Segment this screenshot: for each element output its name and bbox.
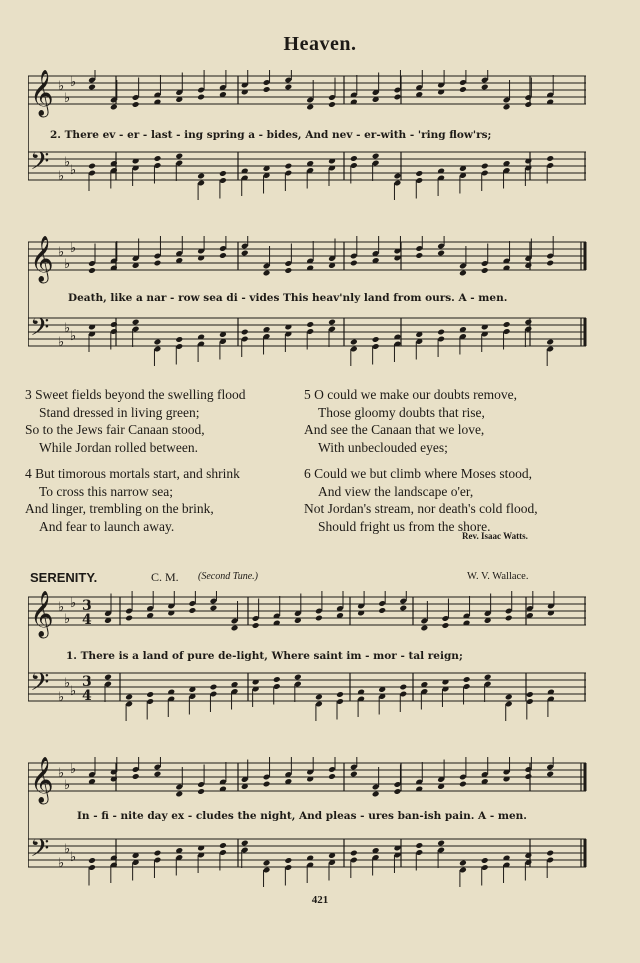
note-head	[350, 260, 358, 267]
verse-line: And view the landscape o'er,	[318, 483, 474, 499]
verse	[304, 465, 538, 535]
note-head	[350, 155, 358, 162]
time-signature-bottom: 4	[82, 612, 92, 628]
time-signature-top: 3	[82, 674, 92, 690]
flat-icon: ♭	[70, 850, 77, 865]
verse-line: And fear to launch away.	[39, 518, 175, 534]
treble-clef-icon: 𝄞	[30, 591, 54, 637]
note-head	[328, 101, 336, 108]
note-head	[154, 771, 162, 778]
verse-line: So to the Jews fair Canaan stood,	[25, 422, 205, 437]
note-head	[219, 252, 227, 259]
verse-line: 5 O could we make our doubts remove,	[304, 387, 517, 402]
verse-line: Should fright us from the shore.	[318, 518, 491, 534]
note-head	[394, 94, 402, 101]
bass-clef-icon: 𝄢	[30, 313, 50, 348]
note-head	[546, 155, 554, 162]
note-head	[241, 329, 249, 336]
note-head	[197, 173, 205, 180]
flat-icon: ♭	[64, 842, 71, 857]
note-head	[284, 163, 292, 170]
note-head	[546, 771, 554, 778]
treble-clef-icon: 𝄞	[30, 236, 54, 282]
note-head	[284, 857, 292, 864]
note-head	[415, 842, 423, 849]
note-head	[350, 339, 358, 346]
note-head	[503, 321, 511, 328]
verse-line: And linger, trembling on the brink,	[25, 501, 214, 516]
note-head	[154, 155, 162, 162]
tune-name: SERENITY.	[30, 570, 98, 585]
note-head	[546, 850, 554, 857]
note-head	[399, 605, 407, 612]
note-head	[231, 625, 239, 632]
tune-lyric-line-2: In - fi - nite day ex - cludes the night, And pleas - ures ban-ish pain. A - men.	[77, 810, 527, 822]
flat-icon: ♭	[58, 79, 65, 94]
note-head	[524, 773, 532, 780]
note-head	[175, 336, 183, 343]
page-number: 421	[311, 894, 329, 906]
note-head	[336, 691, 344, 698]
note-head	[315, 694, 323, 701]
note-head	[263, 860, 271, 867]
note-head	[284, 267, 292, 274]
note-head	[394, 788, 402, 795]
time-signature-top: 3	[82, 598, 92, 614]
note-head	[197, 94, 205, 101]
flat-icon: ♭	[58, 245, 65, 260]
verses-left	[25, 386, 245, 544]
note-head	[372, 336, 380, 343]
note-head	[188, 607, 196, 614]
note-head	[197, 788, 205, 795]
tune-meter: C. M.	[151, 570, 179, 584]
note-head	[88, 857, 96, 864]
note-head	[284, 84, 292, 91]
note-head	[175, 153, 183, 160]
note-head	[252, 622, 260, 629]
note-head	[219, 170, 227, 177]
hymn-title: Heaven.	[283, 33, 357, 55]
staff-lines	[28, 757, 588, 887]
flat-icon: ♭	[70, 684, 77, 699]
treble-clef-icon: 𝄞	[30, 70, 54, 116]
note-head	[104, 674, 112, 681]
note-head	[546, 260, 554, 267]
note-head	[526, 691, 534, 698]
note-head	[437, 329, 445, 336]
flat-icon: ♭	[64, 155, 71, 170]
note-head	[219, 842, 227, 849]
verse-line: 3 Sweet fields beyond the swelling flood	[25, 387, 246, 402]
note-head	[132, 773, 140, 780]
hymn-lyric-line-1: 2. There ev - er - last - ing spring a - bides, And nev - er-with - 'ring flow'rs;	[50, 129, 492, 141]
note-head	[306, 104, 314, 111]
note-head	[88, 84, 96, 91]
note-head	[306, 321, 314, 328]
note-head	[263, 86, 271, 93]
note-head	[372, 791, 380, 798]
bass-clef-icon: 𝄢	[30, 834, 50, 869]
note-head	[350, 850, 358, 857]
flat-icon: ♭	[64, 91, 71, 106]
note-head	[394, 173, 402, 180]
verse	[304, 386, 538, 456]
note-head	[459, 781, 467, 788]
note-head	[125, 694, 133, 701]
note-head	[415, 170, 423, 177]
note-head	[154, 850, 162, 857]
note-head	[459, 860, 467, 867]
verse-line: Those gloomy doubts that rise,	[318, 404, 485, 420]
flat-icon: ♭	[70, 762, 77, 777]
flat-icon: ♭	[58, 690, 65, 705]
verses-right	[304, 386, 538, 544]
note-head	[378, 607, 386, 614]
tune-lyric-line-1: 1. There is a land of pure de-light, Where saint im - mor - tal reign;	[66, 650, 463, 662]
note-head	[442, 622, 450, 629]
note-head	[328, 319, 336, 326]
note-head	[546, 339, 554, 346]
note-head	[463, 676, 471, 683]
note-head	[459, 86, 467, 93]
note-head	[350, 771, 358, 778]
note-head	[125, 615, 133, 622]
note-head	[503, 104, 511, 111]
note-head	[505, 615, 513, 622]
bass-clef-icon: 𝄢	[30, 147, 50, 182]
note-head	[210, 605, 218, 612]
verse-line: 4 But timorous mortals start, and shrink	[25, 466, 240, 481]
note-head	[154, 260, 162, 267]
verse-line: To cross this narrow sea;	[39, 483, 174, 499]
verse-line: Stand dressed in living green;	[39, 404, 200, 420]
flat-icon: ♭	[70, 329, 77, 344]
note-head	[524, 101, 532, 108]
note-head	[263, 781, 271, 788]
time-signature-bottom: 4	[82, 688, 92, 704]
flat-icon: ♭	[70, 241, 77, 256]
note-head	[132, 319, 140, 326]
flat-icon: ♭	[58, 766, 65, 781]
note-head	[372, 153, 380, 160]
bass-clef-icon: 𝄢	[30, 668, 50, 703]
flat-icon: ♭	[64, 321, 71, 336]
note-head	[154, 339, 162, 346]
note-head	[399, 684, 407, 691]
verse-line: With unbeclouded eyes;	[318, 439, 448, 455]
note-head	[315, 615, 323, 622]
note-head	[420, 625, 428, 632]
flat-icon: ♭	[58, 169, 65, 184]
flat-icon: ♭	[64, 676, 71, 691]
flat-icon: ♭	[58, 335, 65, 350]
note-head	[175, 791, 183, 798]
note-head	[459, 270, 467, 277]
note-head	[524, 319, 532, 326]
flat-icon: ♭	[64, 778, 71, 793]
flat-icon: ♭	[64, 612, 71, 627]
note-head	[110, 104, 118, 111]
note-head	[481, 163, 489, 170]
note-head	[294, 674, 302, 681]
note-head	[132, 101, 140, 108]
verse-line: Not Jordan's stream, nor death's cold flood,	[304, 501, 538, 516]
verse	[25, 465, 245, 535]
note-head	[481, 267, 489, 274]
note-head	[210, 684, 218, 691]
note-head	[88, 267, 96, 274]
note-head	[484, 674, 492, 681]
verse-line: While Jordan rolled between.	[39, 439, 198, 455]
flat-icon: ♭	[58, 856, 65, 871]
note-head	[146, 691, 154, 698]
treble-clef-icon: 𝄞	[30, 757, 54, 803]
hymn-lyric-line-2: Death, like a nar - row sea di - vides This heav'nly land from ours. A - men.	[68, 292, 508, 304]
flat-icon: ♭	[64, 257, 71, 272]
tune-composer: W. V. Wallace.	[467, 571, 529, 582]
note-head	[481, 857, 489, 864]
flat-icon: ♭	[70, 163, 77, 178]
note-head	[241, 250, 249, 257]
verse	[25, 386, 245, 456]
flat-icon: ♭	[58, 600, 65, 615]
flat-icon: ♭	[70, 596, 77, 611]
music-system-4	[28, 757, 588, 891]
note-head	[263, 270, 271, 277]
verse-line: 6 Could we but climb where Moses stood,	[304, 466, 532, 481]
verse-line: And see the Canaan that we love,	[304, 422, 485, 437]
note-head	[437, 840, 445, 847]
note-head	[241, 840, 249, 847]
note-head	[415, 252, 423, 259]
note-head	[273, 676, 281, 683]
note-head	[481, 84, 489, 91]
note-head	[328, 773, 336, 780]
note-head	[88, 163, 96, 170]
flat-icon: ♭	[70, 75, 77, 90]
tune-note: (Second Tune.)	[198, 571, 258, 582]
hymn-author: Rev. Isaac Watts.	[462, 531, 528, 541]
note-head	[437, 250, 445, 257]
note-head	[505, 694, 513, 701]
